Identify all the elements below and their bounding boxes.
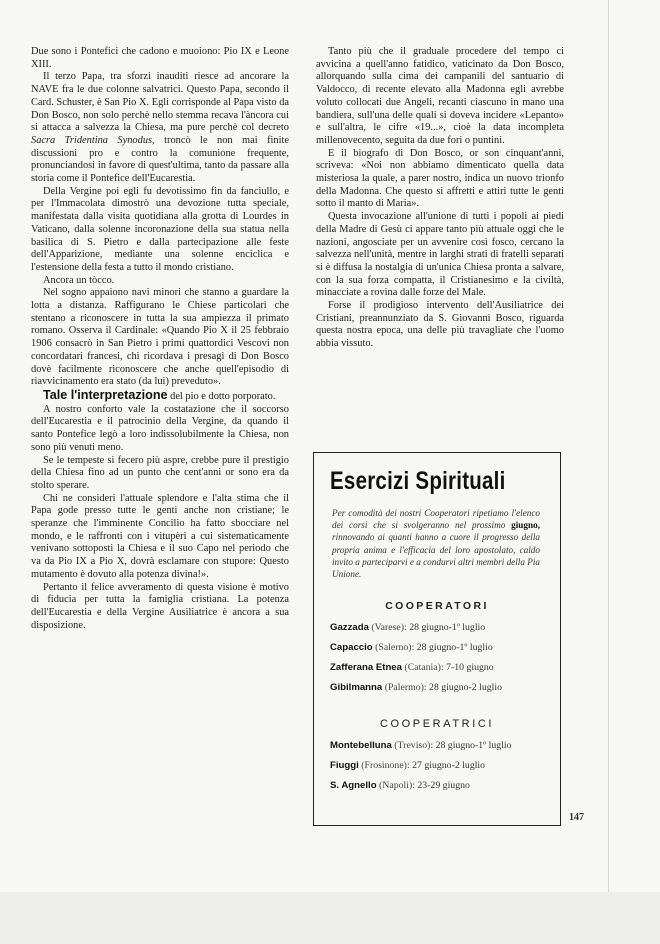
entry-dates: 28 giugno-1º luglio [409, 622, 486, 634]
paragraph: Pertanto il felice avveramento di questa visione è motivo di fiducia per tutta la famiglia cristiana. La potenza dell'Eucarestia e della Vergine Ausiliatrice è ancora a sua disposizione. [31, 581, 289, 631]
paragraph: Questa invocazione all'unione di tutti i popoli ai piedi della Madre di Gesù ci appare tanto più attuale oggi che le nazioni, angosciate per un avvenire così fosco, cercano la salvezza nell'unità, mentre in larghi strati di fratelli separati si è diffusa la nostalgia di un'unica Chiesa pronta a salvare, con la sua forza compatta, il Cristianesimo e la civiltà, minacciate a rovina dalle forze del Male. [316, 211, 564, 299]
list-item [330, 662, 546, 674]
paragraph: Se le tempeste si fecero più aspre, crebbe pure il prestigio della Chiesa fino ad un punto che cent'anni or sono era da stolto sperare. [31, 454, 289, 491]
page-bottom-margin [0, 892, 660, 944]
paragraph: Ancora un tòcco. [43, 274, 115, 286]
paragraph-text: Il terzo Papa, tra sforzi inauditi riesce ad ancorare la NAVE fra le due colonne salvatrici. Questo Papa, secondo il Card. Schuster, è San Pio X. Egli corrisponde al Papa visto da Don Bosco, non solo perchè nello stemma recava l'àncora cui si attacca a salvezza la Chiesa, ma pure perchè col decreto [31, 71, 289, 134]
entry-dates: 28 giugno-2 luglio [429, 682, 502, 694]
entry-dates: 28 giugno-1º luglio [435, 740, 512, 752]
entry-province: (Catania): [401, 662, 447, 674]
entry-place: Gibilmanna [330, 682, 383, 694]
entry-province: (Varese): [368, 622, 410, 634]
paragraph: E il biografo di Don Bosco, or son cinquant'anni, scriveva: «Noi non abbiamo dimenticato quella data misteriosa la quale, a parer nostro, indica un nuovo trionfo della Madonna. Che questo si affretti e attiri tutte le genti sotto il manto di Maria». [316, 147, 564, 210]
paragraph: Due sono i Pontefici che cadono e muoiono: Pio IX e Leone XIII. [31, 46, 289, 70]
paragraph: Nel sogno appaiono navi minori che stanno a guardare la lotta a distanza. Raffigurano le Chiese particolari che stentano a riconoscere in tutta la sua ampiezza il primato romano. Osserva il Cardinale: «Quando Pio X il 25 febbraio 1906 consacrò in San Pietro i primi quattordici Vescovi non concordatari francesi, chi ricordava i presagi di Don Bosco dovè facilmente riconoscere che anche quell'episodio di riavvicinamento era stato (da lui) preveduto». [31, 287, 289, 388]
cooperatori-heading: COOPERATORI [385, 600, 489, 613]
page-number: 147 [569, 812, 584, 823]
entry-place: Capaccio [330, 642, 373, 654]
paragraph-text: troncò le non mai finite discussioni pro e contro la comunione frequente, pronunciandosi in favore di quest'ultima, tanto da passare alla storia come il Pontefice dell'Eucarestia. [31, 134, 289, 185]
paragraph-text: del pio e dotto porporato. [167, 390, 276, 402]
list-item [330, 622, 546, 634]
entry-province: (Napoli): [376, 780, 418, 792]
left-column [31, 46, 289, 632]
intro-text: rinnovando ai quanti hanno a cuore il progresso della propria anima e l'efficacia del loro apostolato, caldo invito a parteciparvi e a condurvi altri membri della Pia Unione. [332, 532, 540, 580]
entry-place: S. Agnello [330, 780, 377, 792]
entry-dates: 27 giugno-2 luglio [412, 760, 486, 772]
cooperatrici-list [330, 740, 546, 792]
entry-province: (Frosinone): [358, 760, 413, 772]
entry-province: (Palermo): [382, 682, 430, 694]
list-item [330, 780, 546, 792]
entry-dates: 28 giugno-1º luglio [416, 642, 493, 654]
paragraph: Chi ne consideri l'attuale splendore e l'alta stima che il Papa gode presso tutte le genti anche non cristiane; le speranze che l'imminente Concilio ha fatto sbocciare nel mondo, e le raffronti con i vitupèri a cui sistematicamente venivano sottoposti la Chiesa e il suo Capo nel periodo che va da Pio IX a Pio X, dovrà esclamare con stupore: Questo mutamento è dovuto alla potenza divina!». [31, 492, 289, 580]
paragraph: Forse il prodigioso intervento dell'Ausiliatrice dei Cristiani, preannunziato da S. Giovanni Bosco, riguarda questa nostra epoca, una delle più travagliate che l'uomo abbia vissuto. [316, 300, 564, 350]
cooperatori-list [330, 622, 546, 694]
intro-month: giugno, [511, 520, 540, 531]
entry-place: Fiuggi [330, 760, 359, 772]
paragraph: A nostro conforto vale la costatazione che il soccorso dell'Eucarestia e il patrocinio della Vergine, da quando il santo Pontefice legò a loro indissolubilmente la Chiesa, non sono più venuti meno. [31, 403, 289, 453]
right-column [316, 46, 564, 351]
entry-place: Zafferana Etnea [330, 662, 402, 674]
box-title: Esercizi Spirituali [330, 467, 506, 495]
intro-text: Per comodità dei nostri Cooperatori ripetiamo l'elenco dei corsi che si svolgeranno nel prossimo [332, 508, 540, 531]
decree-title: Sacra Tridentina Synodus, [31, 134, 155, 146]
box-intro [332, 507, 540, 580]
entry-province: (Salerno): [372, 642, 417, 654]
paragraph [31, 71, 289, 185]
list-item [330, 642, 546, 654]
spiritual-exercises-box [313, 452, 561, 826]
subheading: Tale l'interpretazione [43, 387, 168, 402]
list-item [330, 682, 546, 694]
cooperatrici-heading: COOPERATRICI [379, 718, 495, 731]
entry-place: Gazzada [330, 622, 369, 634]
paragraph: Tanto più che il graduale procedere del tempo ci avvicina a quell'anno fatidico, vaticinato da Don Bosco, allorquando sulla cima dei campanili del santuario di Valdocco, di recente elevato alla Madonna egli avrebbe voluto collocati due Angeli, recanti ciascuno in mano una bandiera, sull'una delle quali si doveva incidere «Lepanto» e sull'altra, le cifre «19...», cioè la data incompleta millenovecento, seguita da due fori o puntini. [316, 46, 564, 146]
entry-place: Montebelluna [330, 740, 392, 752]
entry-dates: 23-29 giugno [417, 780, 470, 792]
list-item [330, 760, 546, 772]
entry-province: (Treviso): [391, 740, 436, 752]
subheading-paragraph [31, 389, 289, 404]
list-item [330, 740, 546, 752]
entry-dates: 7-10 giugno [446, 662, 494, 674]
paragraph: Della Vergine poi egli fu devotissimo fin da fanciullo, e per l'Immacolata dimostrò una devozione tutta speciale, manifestata dalla visita quotidiana alla grotta di Lourdes in Vaticano, dalla solenne incoronazione della sua statua nella basilica di S. Pietro e dalla partecipazione alle feste dell'Apparizione, mediante una solenne enciclica e l'estensione della festa a tutto il mondo cristiano. [31, 185, 289, 273]
